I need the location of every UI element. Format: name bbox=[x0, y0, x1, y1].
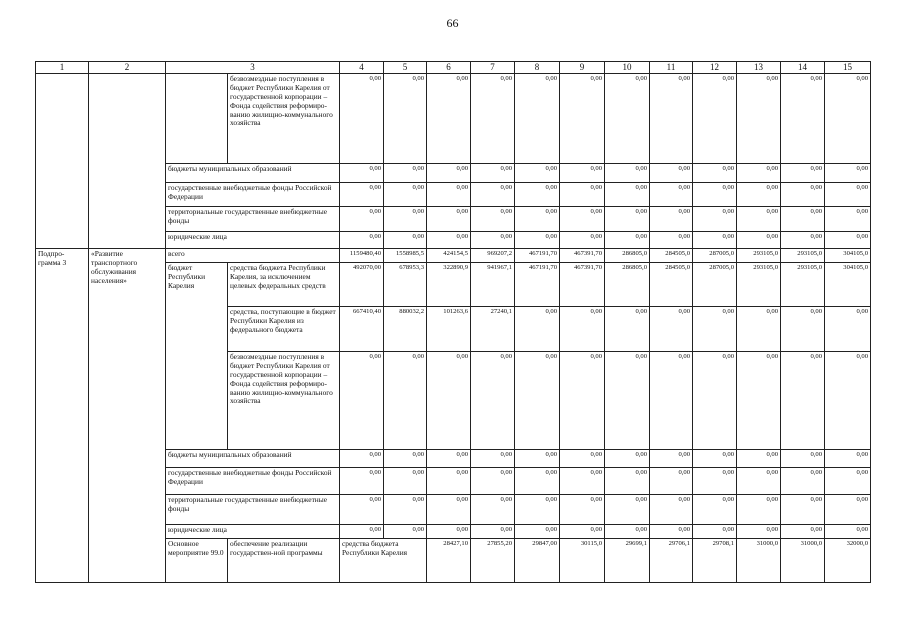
empty-cell bbox=[89, 74, 166, 249]
value-cell: 0,00 bbox=[384, 74, 427, 164]
value-cell: 467191,70 bbox=[515, 249, 560, 263]
value-cell: 0,00 bbox=[384, 450, 427, 468]
value-cell: 0,00 bbox=[515, 468, 560, 495]
value-cell: 0,00 bbox=[560, 450, 605, 468]
value-cell: 0,00 bbox=[384, 352, 427, 450]
value-cell: 0,00 bbox=[650, 74, 693, 164]
value-cell: 0,00 bbox=[515, 164, 560, 183]
value-cell: 0,00 bbox=[427, 468, 471, 495]
value-cell: 678953,3 bbox=[384, 263, 427, 307]
column-header: 13 bbox=[737, 62, 781, 74]
value-cell: 0,00 bbox=[384, 468, 427, 495]
column-header: 6 bbox=[427, 62, 471, 74]
table-row bbox=[36, 249, 871, 263]
value-cell: 29847,00 bbox=[515, 539, 560, 583]
value-cell: 293105,0 bbox=[781, 263, 825, 307]
value-cell: 0,00 bbox=[825, 74, 871, 164]
value-cell: 28427,10 bbox=[427, 539, 471, 583]
value-cell: 0,00 bbox=[471, 207, 515, 232]
value-cell: 284505,0 bbox=[650, 249, 693, 263]
value-cell: 0,00 bbox=[605, 207, 650, 232]
value-cell: 0,00 bbox=[650, 352, 693, 450]
value-cell: 0,00 bbox=[384, 232, 427, 249]
value-cell: 0,00 bbox=[560, 232, 605, 249]
row-label: средства бюджета Республики Карелия bbox=[340, 539, 427, 583]
value-cell: 0,00 bbox=[737, 525, 781, 539]
value-cell: 284505,0 bbox=[650, 263, 693, 307]
value-cell: 667410,40 bbox=[340, 307, 384, 352]
value-cell: 29699,1 bbox=[605, 539, 650, 583]
value-cell: 286805,0 bbox=[605, 263, 650, 307]
value-cell: 0,00 bbox=[340, 74, 384, 164]
value-cell: 0,00 bbox=[340, 164, 384, 183]
row-label: юридические лица bbox=[166, 232, 340, 249]
value-cell: 0,00 bbox=[650, 495, 693, 525]
value-cell: 0,00 bbox=[515, 232, 560, 249]
value-cell: 0,00 bbox=[693, 352, 737, 450]
value-cell: 0,00 bbox=[340, 495, 384, 525]
value-cell: 0,00 bbox=[471, 525, 515, 539]
value-cell: 0,00 bbox=[825, 495, 871, 525]
column-header: 11 bbox=[650, 62, 693, 74]
value-cell: 0,00 bbox=[650, 307, 693, 352]
value-cell: 0,00 bbox=[605, 495, 650, 525]
value-cell: 0,00 bbox=[471, 74, 515, 164]
value-cell: 0,00 bbox=[737, 74, 781, 164]
row-label: безвозмездные поступления в бюджет Республики Карелия от государственной корпорации – Фонда содействия реформиро-ванию жилищно-коммунального хозяйства bbox=[228, 74, 340, 164]
value-cell: 0,00 bbox=[781, 164, 825, 183]
value-cell: 30115,0 bbox=[560, 539, 605, 583]
value-cell: 0,00 bbox=[471, 164, 515, 183]
value-cell: 0,00 bbox=[384, 183, 427, 207]
value-cell: 0,00 bbox=[471, 232, 515, 249]
value-cell: 0,00 bbox=[650, 164, 693, 183]
value-cell: 0,00 bbox=[471, 495, 515, 525]
value-cell: 0,00 bbox=[781, 183, 825, 207]
value-cell: 0,00 bbox=[471, 468, 515, 495]
value-cell: 287005,0 bbox=[693, 263, 737, 307]
value-cell: 0,00 bbox=[825, 164, 871, 183]
value-cell: 0,00 bbox=[693, 207, 737, 232]
value-cell: 0,00 bbox=[340, 468, 384, 495]
value-cell: 0,00 bbox=[340, 450, 384, 468]
value-cell: 0,00 bbox=[825, 307, 871, 352]
value-cell: 0,00 bbox=[515, 450, 560, 468]
value-cell: 0,00 bbox=[515, 495, 560, 525]
value-cell: 0,00 bbox=[560, 525, 605, 539]
value-cell: 31000,0 bbox=[737, 539, 781, 583]
value-cell: 286805,0 bbox=[605, 249, 650, 263]
value-cell: 0,00 bbox=[560, 74, 605, 164]
column-header: 8 bbox=[515, 62, 560, 74]
value-cell: 492070,00 bbox=[340, 263, 384, 307]
value-cell: 304105,0 bbox=[825, 249, 871, 263]
value-cell: 27855,20 bbox=[471, 539, 515, 583]
value-cell: 0,00 bbox=[781, 74, 825, 164]
value-cell: 0,00 bbox=[340, 352, 384, 450]
value-cell: 0,00 bbox=[384, 207, 427, 232]
value-cell: 0,00 bbox=[825, 525, 871, 539]
value-cell: 0,00 bbox=[825, 183, 871, 207]
value-cell: 0,00 bbox=[693, 495, 737, 525]
value-cell: 0,00 bbox=[605, 525, 650, 539]
column-header: 4 bbox=[340, 62, 384, 74]
value-cell: 0,00 bbox=[340, 525, 384, 539]
value-cell: 0,00 bbox=[737, 450, 781, 468]
value-cell: 0,00 bbox=[825, 232, 871, 249]
value-cell: 0,00 bbox=[560, 183, 605, 207]
column-header: 14 bbox=[781, 62, 825, 74]
value-cell: 0,00 bbox=[693, 164, 737, 183]
subprogram-name: «Развитие транспортного обслуживания населения» bbox=[89, 249, 166, 583]
row-label: бюджеты муниципальных образований bbox=[166, 450, 340, 468]
row-label: безвозмездные поступления в бюджет Республики Карелия от государственной корпорации – Фонда содействия реформиро-ванию жилищно-коммунального хозяйства bbox=[228, 352, 340, 450]
column-header: 15 bbox=[825, 62, 871, 74]
column-header: 3 bbox=[166, 62, 340, 74]
value-cell: 0,00 bbox=[560, 352, 605, 450]
value-cell: 0,00 bbox=[560, 164, 605, 183]
value-cell: 0,00 bbox=[560, 307, 605, 352]
budget-table bbox=[35, 61, 871, 583]
budget-group-label: бюджет Республики Карелия bbox=[166, 263, 228, 450]
value-cell: 0,00 bbox=[605, 164, 650, 183]
value-cell: 0,00 bbox=[605, 183, 650, 207]
column-header: 5 bbox=[384, 62, 427, 74]
value-cell: 467391,70 bbox=[560, 263, 605, 307]
value-cell: 0,00 bbox=[560, 468, 605, 495]
value-cell: 0,00 bbox=[605, 352, 650, 450]
column-header: 7 bbox=[471, 62, 515, 74]
value-cell: 0,00 bbox=[781, 450, 825, 468]
value-cell: 0,00 bbox=[427, 525, 471, 539]
value-cell: 0,00 bbox=[471, 183, 515, 207]
value-cell: 29706,1 bbox=[650, 539, 693, 583]
value-cell: 0,00 bbox=[560, 207, 605, 232]
table-body bbox=[36, 62, 871, 583]
value-cell: 293105,0 bbox=[737, 263, 781, 307]
value-cell: 0,00 bbox=[340, 183, 384, 207]
value-cell: 0,00 bbox=[693, 232, 737, 249]
value-cell: 29708,1 bbox=[693, 539, 737, 583]
value-cell: 0,00 bbox=[737, 232, 781, 249]
value-cell: 27240,1 bbox=[471, 307, 515, 352]
value-cell: 0,00 bbox=[737, 164, 781, 183]
value-cell: 1159480,40 bbox=[340, 249, 384, 263]
value-cell: 0,00 bbox=[781, 207, 825, 232]
value-cell: 0,00 bbox=[781, 525, 825, 539]
value-cell: 0,00 bbox=[605, 468, 650, 495]
value-cell: 1558985,5 bbox=[384, 249, 427, 263]
column-header: 10 bbox=[605, 62, 650, 74]
column-header: 12 bbox=[693, 62, 737, 74]
value-cell: 0,00 bbox=[693, 74, 737, 164]
page-number: 66 bbox=[446, 16, 459, 30]
value-cell: 0,00 bbox=[560, 495, 605, 525]
value-cell: 0,00 bbox=[825, 450, 871, 468]
row-label: государственные внебюджетные фонды Российской Федерации bbox=[166, 468, 340, 495]
value-cell: 969207,2 bbox=[471, 249, 515, 263]
value-cell: 0,00 bbox=[515, 525, 560, 539]
column-header: 2 bbox=[89, 62, 166, 74]
row-label: территориальные государственные внебюджетные фонды bbox=[166, 495, 340, 525]
value-cell: 0,00 bbox=[781, 232, 825, 249]
value-cell: 0,00 bbox=[427, 74, 471, 164]
header-row bbox=[36, 62, 871, 74]
value-cell: 0,00 bbox=[693, 307, 737, 352]
value-cell: 0,00 bbox=[427, 232, 471, 249]
value-cell: 0,00 bbox=[471, 450, 515, 468]
value-cell: 0,00 bbox=[427, 352, 471, 450]
value-cell: 0,00 bbox=[650, 207, 693, 232]
subprogram-code: Подпро-грамма 3 bbox=[36, 249, 89, 583]
value-cell: 0,00 bbox=[650, 468, 693, 495]
value-cell: 0,00 bbox=[737, 495, 781, 525]
value-cell: 941967,1 bbox=[471, 263, 515, 307]
activity-code: Основное мероприятие 99.0 bbox=[166, 539, 228, 583]
value-cell: 0,00 bbox=[781, 468, 825, 495]
value-cell: 0,00 bbox=[427, 495, 471, 525]
value-cell: 0,00 bbox=[781, 495, 825, 525]
value-cell: 322890,9 bbox=[427, 263, 471, 307]
value-cell: 0,00 bbox=[693, 450, 737, 468]
value-cell: 0,00 bbox=[693, 183, 737, 207]
value-cell: 0,00 bbox=[693, 468, 737, 495]
value-cell: 0,00 bbox=[825, 207, 871, 232]
value-cell: 293105,0 bbox=[781, 249, 825, 263]
table-row bbox=[36, 74, 871, 164]
row-label: государственные внебюджетные фонды Российской Федерации bbox=[166, 183, 340, 207]
row-label: территориальные государственные внебюджетные фонды bbox=[166, 207, 340, 232]
value-cell: 0,00 bbox=[340, 232, 384, 249]
value-cell: 0,00 bbox=[650, 525, 693, 539]
row-label: средства, поступающие в бюджет Республики Карелия из федерального бюджета bbox=[228, 307, 340, 352]
value-cell: 0,00 bbox=[781, 352, 825, 450]
value-cell: 0,00 bbox=[515, 307, 560, 352]
value-cell: 467391,70 bbox=[560, 249, 605, 263]
value-cell: 0,00 bbox=[737, 352, 781, 450]
value-cell: 287005,0 bbox=[693, 249, 737, 263]
value-cell: 0,00 bbox=[693, 525, 737, 539]
value-cell: 0,00 bbox=[340, 207, 384, 232]
value-cell: 0,00 bbox=[825, 352, 871, 450]
value-cell: 0,00 bbox=[650, 232, 693, 249]
value-cell: 0,00 bbox=[427, 450, 471, 468]
value-cell: 0,00 bbox=[825, 468, 871, 495]
activity-name: обеспечение реализации государствен-ной программы bbox=[228, 539, 340, 583]
value-cell: 0,00 bbox=[605, 74, 650, 164]
row-label: всего bbox=[166, 249, 340, 263]
value-cell: 0,00 bbox=[427, 164, 471, 183]
value-cell: 0,00 bbox=[737, 183, 781, 207]
value-cell: 0,00 bbox=[650, 183, 693, 207]
value-cell: 0,00 bbox=[384, 525, 427, 539]
value-cell: 0,00 bbox=[515, 74, 560, 164]
value-cell: 0,00 bbox=[427, 183, 471, 207]
value-cell: 0,00 bbox=[384, 164, 427, 183]
value-cell: 0,00 bbox=[737, 307, 781, 352]
column-header: 9 bbox=[560, 62, 605, 74]
value-cell: 0,00 bbox=[471, 352, 515, 450]
value-cell: 467191,70 bbox=[515, 263, 560, 307]
value-cell: 293105,0 bbox=[737, 249, 781, 263]
value-cell: 0,00 bbox=[427, 207, 471, 232]
value-cell: 101263,6 bbox=[427, 307, 471, 352]
value-cell: 0,00 bbox=[737, 207, 781, 232]
empty-cell bbox=[166, 74, 228, 164]
empty-cell bbox=[36, 74, 89, 249]
row-label: бюджеты муниципальных образований bbox=[166, 164, 340, 183]
value-cell: 304105,0 bbox=[825, 263, 871, 307]
value-cell: 880032,2 bbox=[384, 307, 427, 352]
value-cell: 0,00 bbox=[515, 352, 560, 450]
value-cell: 0,00 bbox=[781, 307, 825, 352]
value-cell: 0,00 bbox=[605, 307, 650, 352]
value-cell: 424154,5 bbox=[427, 249, 471, 263]
value-cell: 32000,0 bbox=[825, 539, 871, 583]
value-cell: 0,00 bbox=[515, 207, 560, 232]
value-cell: 0,00 bbox=[605, 450, 650, 468]
value-cell: 0,00 bbox=[650, 450, 693, 468]
value-cell: 31000,0 bbox=[781, 539, 825, 583]
value-cell: 0,00 bbox=[605, 232, 650, 249]
value-cell: 0,00 bbox=[515, 183, 560, 207]
row-label: юридические лица bbox=[166, 525, 340, 539]
value-cell: 0,00 bbox=[384, 495, 427, 525]
row-label: средства бюджета Республики Карелия, за исключением целевых федеральных средств bbox=[228, 263, 340, 307]
column-header: 1 bbox=[36, 62, 89, 74]
value-cell: 0,00 bbox=[737, 468, 781, 495]
